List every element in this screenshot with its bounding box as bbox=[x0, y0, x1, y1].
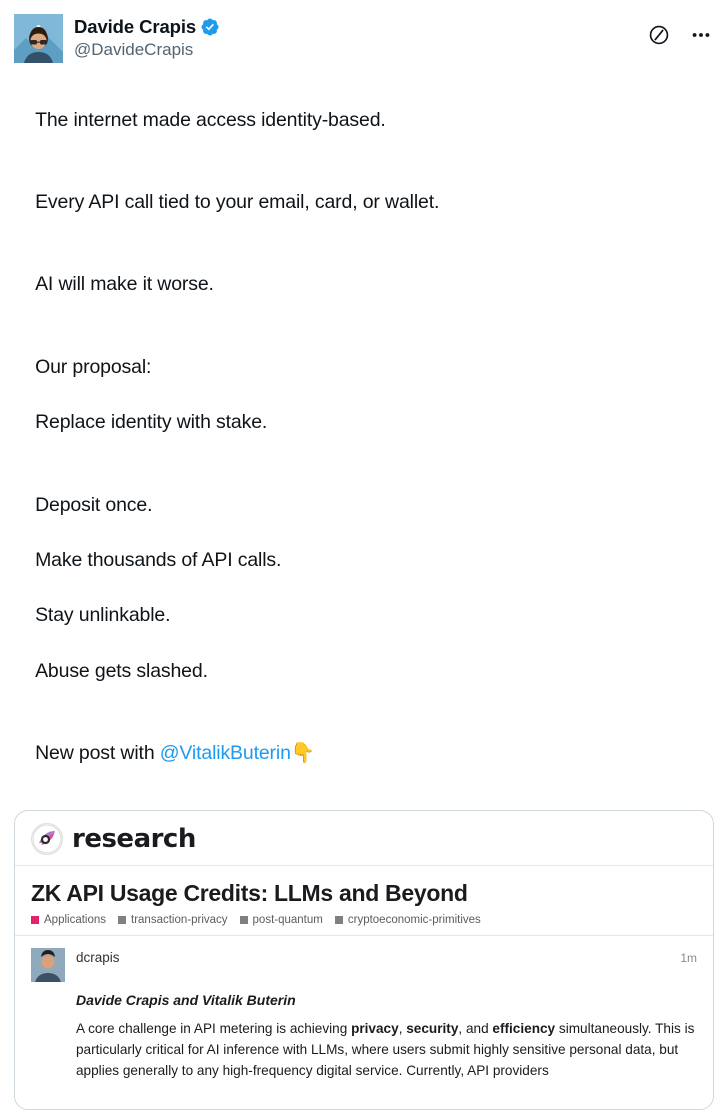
tag-label: cryptoeconomic-primitives bbox=[347, 914, 481, 927]
tag-cryptoeconomic-primitives[interactable] bbox=[335, 914, 481, 926]
tweet-line-7: Replace identity with stake. bbox=[35, 411, 268, 434]
card-title: ZK API Usage Credits: LLMs and Beyond bbox=[31, 880, 468, 907]
author-block bbox=[74, 14, 635, 61]
tag-label: Applications bbox=[44, 914, 107, 927]
tweet-line-12: Abuse gets slashed. bbox=[35, 659, 208, 682]
card-site-name: research bbox=[72, 824, 196, 855]
post-authors: Davide Crapis and Vitalik Buterin bbox=[76, 992, 296, 1009]
mention-link[interactable]: @VitalikButerin bbox=[159, 742, 291, 765]
post-meta bbox=[76, 948, 669, 965]
tweet-line-2: Every API call tied to your email, card, or wallet. bbox=[35, 191, 440, 214]
tweet-text bbox=[14, 79, 714, 795]
tag-color-swatch bbox=[335, 916, 343, 924]
post-body-seg-3: security bbox=[406, 1021, 459, 1037]
author-handle[interactable]: @DavideCrapis bbox=[74, 40, 194, 60]
tweet-line-9: Deposit once. bbox=[35, 493, 153, 516]
ethereum-magicians-logo bbox=[31, 823, 63, 855]
tag-color-swatch bbox=[118, 916, 126, 924]
tweet-line-14: New post with bbox=[35, 742, 160, 765]
tweet-header bbox=[14, 10, 714, 63]
tweet-header-actions bbox=[646, 14, 714, 48]
pointing-down-emoji: 👇 bbox=[290, 742, 315, 765]
tag-transaction-privacy[interactable] bbox=[118, 914, 228, 926]
post-username[interactable]: dcrapis bbox=[76, 950, 120, 966]
grok-slash-circle-icon[interactable] bbox=[646, 22, 672, 48]
tag-label: transaction-privacy bbox=[131, 914, 228, 927]
tag-applications[interactable] bbox=[31, 914, 106, 926]
author-name-row bbox=[74, 15, 635, 38]
tag-label: post-quantum bbox=[252, 914, 323, 927]
post-body-seg-6: simultaneously. This is particularly critical for AI inference with LLMs, where users submit highly sensitive personal data, but applies generally to any high-frequency digital service. Currently, API providers bbox=[76, 1021, 695, 1078]
dcrapis-avatar bbox=[31, 948, 65, 982]
post-header bbox=[31, 948, 697, 982]
card-site-header bbox=[15, 811, 713, 865]
post-body-seg-4: , and bbox=[458, 1021, 493, 1037]
avatar[interactable] bbox=[14, 14, 63, 63]
card-tags bbox=[15, 907, 713, 935]
post-body-seg-1: privacy bbox=[351, 1021, 399, 1037]
tag-color-swatch bbox=[240, 916, 248, 924]
post-body-seg-0: A core challenge in API metering is achieving bbox=[76, 1021, 352, 1037]
card-post bbox=[15, 935, 713, 1081]
tag-post-quantum[interactable] bbox=[240, 914, 323, 926]
tweet-line-4: AI will make it worse. bbox=[35, 273, 214, 296]
tweet-line-11: Stay unlinkable. bbox=[35, 604, 171, 627]
post-timestamp: 1m bbox=[680, 951, 697, 966]
tweet-line-6: Our proposal: bbox=[35, 355, 152, 378]
post-body bbox=[31, 1008, 697, 1081]
display-name[interactable]: Davide Crapis bbox=[74, 16, 197, 37]
tag-color-swatch bbox=[31, 916, 39, 924]
verified-badge-icon bbox=[200, 17, 220, 37]
post-body-seg-2: , bbox=[398, 1021, 407, 1037]
link-preview-card[interactable] bbox=[14, 810, 714, 1110]
post-body-seg-5: efficiency bbox=[492, 1021, 556, 1037]
tweet-line-0: The internet made access identity-based. bbox=[35, 108, 386, 131]
tweet-line-10: Make thousands of API calls. bbox=[35, 548, 282, 571]
more-options-icon[interactable] bbox=[688, 22, 714, 48]
